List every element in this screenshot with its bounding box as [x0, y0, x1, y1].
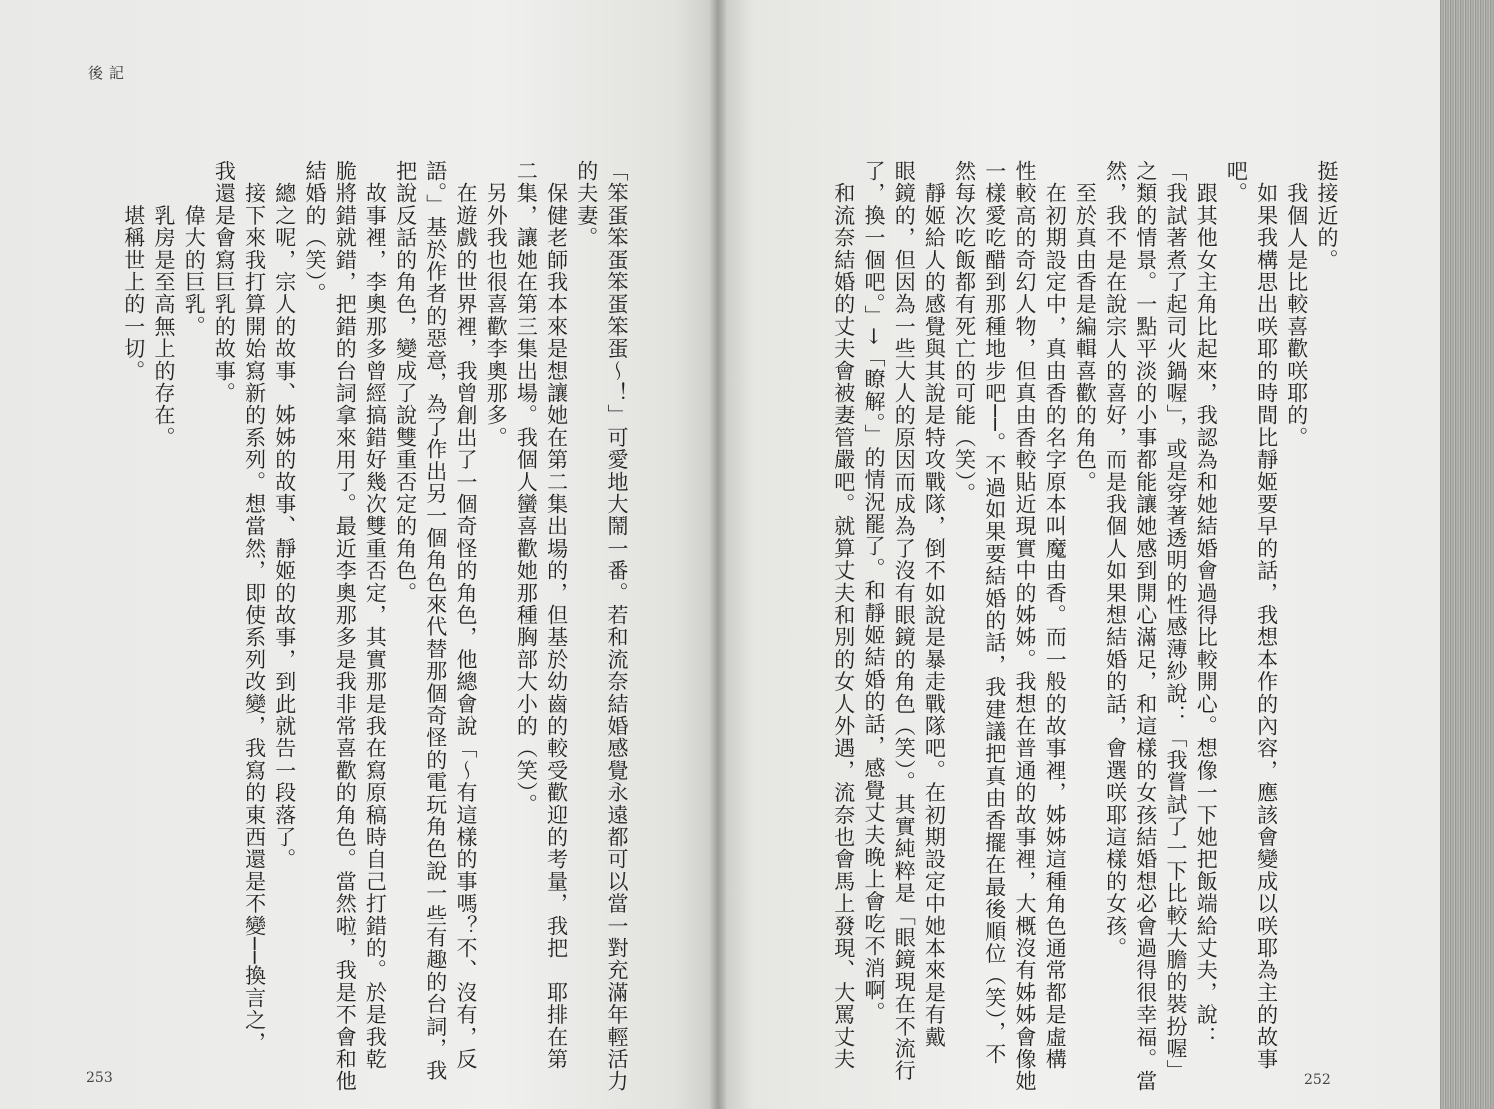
text-column: 在初期設定中，真由香的名字原本叫魔由香。而一般的故事裡，姊姊這種角色通常都是虛構: [1043, 160, 1068, 1071]
text-column: 如果我構思出咲耶的時間比靜姬要早的話，我想本作的內容，應該會變成以咲耶為主的故事: [1254, 160, 1279, 1071]
text-column: 眼鏡的，但因為一些大人的原因而成為了沒有眼鏡的角色（笑）。其實純粹是「眼鏡現在不流行: [892, 160, 917, 1082]
text-column: 一樣愛吃醋到那種地步吧──。不過如果要結婚的話，我建議把真由香擺在最後順位（笑），不: [982, 160, 1007, 1066]
text-column: 在遊戲的世界裡，我曾創出了一個奇怪的角色，他總會說「～有這樣的事嗎？不、沒有，反: [454, 160, 478, 1071]
text-column: 乳房是至高無上的存在。: [152, 160, 176, 449]
text-column: 靜姬給人的感覺與其說是特攻戰隊，倒不如說是暴走戰隊吧。在初期設定中她本來是有戴: [922, 160, 947, 1048]
text-column: 語。」基於作者的惡意，為了作出另一個角色來代替那個奇怪的電玩角色說一些有趣的台詞，我: [423, 160, 448, 1082]
text-column: 把說反話的角色，變成了說雙重否定的角色。: [393, 160, 418, 604]
text-column: 故事裡，李奧那多曾經搞錯好幾次雙重否定，其實那是我在寫原稿時自己打錯的。於是我乾: [363, 160, 388, 1071]
text-column: 然，我不是在說宗人的喜好，而是我個人如果想結婚的話，會選咲耶這樣的女孩。: [1103, 160, 1128, 960]
text-column: 的夫妻。: [574, 160, 599, 249]
running-head: 後記: [88, 64, 131, 82]
text-column: 保健老師我本來是想讓她在第二集出場的，但基於幼齒的較受歡迎的考量，我把 耶排在第: [544, 160, 569, 1071]
text-column: 「我試著煮了起司火鍋喔」，或是穿著透明的性感薄紗說：「我嘗試了一下比較大膽的裝扮喔」: [1164, 160, 1188, 1082]
text-column: 吧。: [1224, 160, 1249, 205]
page-number-left: 253: [86, 1070, 113, 1086]
page-number-right: 252: [1304, 1072, 1331, 1088]
text-column: 了，換一個吧。」→「瞭解。」的情況罷了。和靜姬結婚的話，感覺丈夫晚上會吃不消啊。: [862, 160, 886, 1024]
text-column: 我個人是比較喜歡咲耶的。: [1284, 160, 1309, 449]
text-column: 二集，讓她在第三集出場。我個人蠻喜歡她那種胸部大小的（笑）。: [514, 160, 539, 816]
right-page: [718, 0, 1440, 1109]
text-column: 堪稱世上的一切。: [121, 160, 146, 382]
left-page: [0, 0, 718, 1109]
text-column: 接下來我打算開始寫新的系列。想當然，即使系列改變，我寫的東西還是不變──換言之，: [242, 160, 267, 1054]
text-column: 脆將錯就錯，把錯的台詞拿來用了。最近李奧那多是我非常喜歡的角色。當然啦，我是不會和他: [333, 160, 358, 1093]
text-column: 「笨蛋笨蛋笨蛋笨蛋～！」可愛地大鬧一番。若和流奈結婚感覺永遠都可以當一對充滿年輕活力: [605, 160, 629, 1093]
text-column: 跟其他女主角比起來，我認為和她結婚會過得比較開心。想像一下她把飯端給丈夫，說：: [1194, 160, 1219, 1048]
text-column: 挺接近的。: [1315, 160, 1339, 271]
text-column: 偉大的巨乳。: [182, 160, 207, 338]
text-column: 之類的情景。一點平淡的小事都能讓她感到開心滿足，和這樣的女孩結婚想必會過得很幸福。當: [1133, 160, 1158, 1093]
page-edges: [1440, 0, 1494, 1109]
text-column: 另外我也很喜歡李奧那多。: [484, 160, 509, 449]
text-column: 結婚的（笑）。: [303, 160, 327, 305]
text-column: 然每次吃飯都有死亡的可能（笑）。: [952, 160, 977, 505]
text-column: 我還是會寫巨乳的故事。: [212, 160, 237, 405]
text-column: 性較高的奇幻人物，但真由香較貼近現實中的姊姊。我想在普通的故事裡，大概沒有姊姊會像她: [1013, 160, 1037, 1093]
book-gutter: [710, 0, 726, 1109]
text-column: 至於真由香是編輯喜歡的角色。: [1073, 160, 1098, 493]
text-column: 和流奈結婚的丈夫會被妻管嚴吧。就算丈夫和別的女人外遇，流奈也會馬上發現、大罵丈夫: [831, 160, 856, 1071]
text-column: 總之呢，宗人的故事、姊姊的故事、靜姬的故事，到此就告一段落了。: [272, 160, 297, 871]
